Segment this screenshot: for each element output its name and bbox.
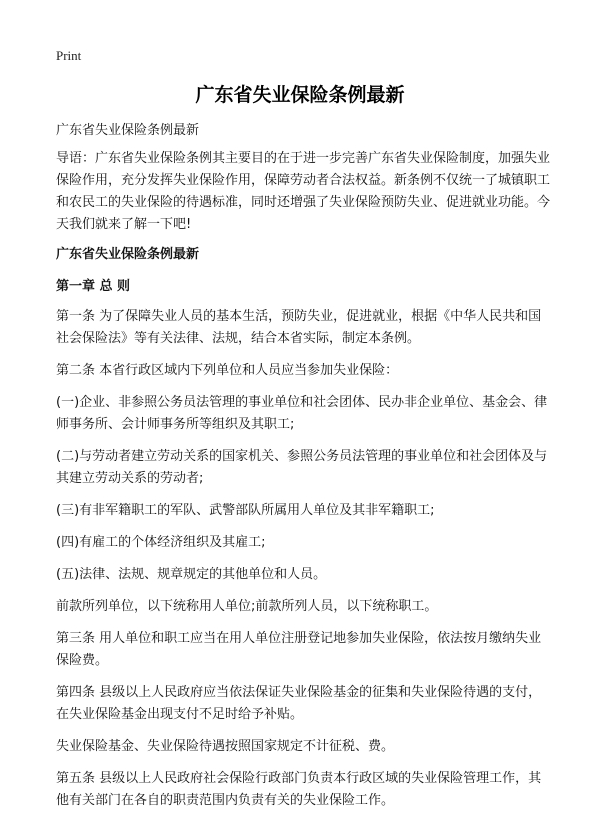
chapter-heading: 第一章 总 则 <box>56 279 131 294</box>
article-paragraph: (一)企业、非参照公务员法管理的事业单位和社会团体、民办非企业单位、基金会、律师事务所、会计师事务所等组织及其职工; <box>56 395 548 432</box>
page-title: 广东省失业保险条例最新 <box>195 84 405 106</box>
article-paragraph: 失业保险基金、失业保险待遇按照国家规定不计征税、费。 <box>56 739 395 754</box>
article-paragraph: (三)有非军籍职工的军队、武警部队所属用人单位及其非军籍职工; <box>56 503 435 518</box>
article-paragraph: 第四条 县级以上人民政府应当依法保证失业保险基金的征集和失业保险待遇的支付，在失业保险基金出现支付不足时给予补贴。 <box>56 685 542 722</box>
article-paragraph: 第一条 为了保障失业人员的基本生活，预防失业，促进就业，根据《中华人民共和国社会保险法》等有关法律、法规，结合本省实际，制定本条例。 <box>56 309 542 346</box>
article-paragraph: 第三条 用人单位和职工应当在用人单位注册登记地参加失业保险，依法按月缴纳失业保险费。 <box>56 631 542 668</box>
document-body <box>56 120 552 812</box>
article-paragraph: (二)与劳动者建立劳动关系的国家机关、参照公务员法管理的事业单位和社会团体及与其建立劳动关系的劳动者; <box>56 449 548 486</box>
intro-paragraph: 导语：广东省失业保险条例其主要目的在于进一步完善广东省失业保险制度，加强失业保险作用，充分发挥失业保险作用，保障劳动者合法权益。新条例不仅统一了城镇职工和农民工的失业保险的待遇标准，同时还增强了失业保险预防失业、促进就业功能。今天我们就来了解一下吧! <box>56 151 551 232</box>
document-subtitle: 广东省失业保险条例最新 <box>56 123 200 138</box>
article-paragraph: 前款所列单位，以下统称用人单位;前款所列人员，以下统称职工。 <box>56 599 438 614</box>
article-paragraph: (四)有雇工的个体经济组织及其雇工; <box>56 535 266 550</box>
article-paragraph: 第五条 县级以上人民政府社会保险行政部门负责本行政区域的失业保险管理工作，其他有关部门在各自的职责范围内负责有关的失业保险工作。 <box>56 771 542 808</box>
print-link[interactable]: Print <box>56 48 82 63</box>
section-heading: 广东省失业保险条例最新 <box>56 247 200 262</box>
article-paragraph: (五)法律、法规、规章规定的其他单位和人员。 <box>56 567 327 582</box>
article-paragraph: 第二条 本省行政区域内下列单位和人员应当参加失业保险： <box>56 363 399 378</box>
